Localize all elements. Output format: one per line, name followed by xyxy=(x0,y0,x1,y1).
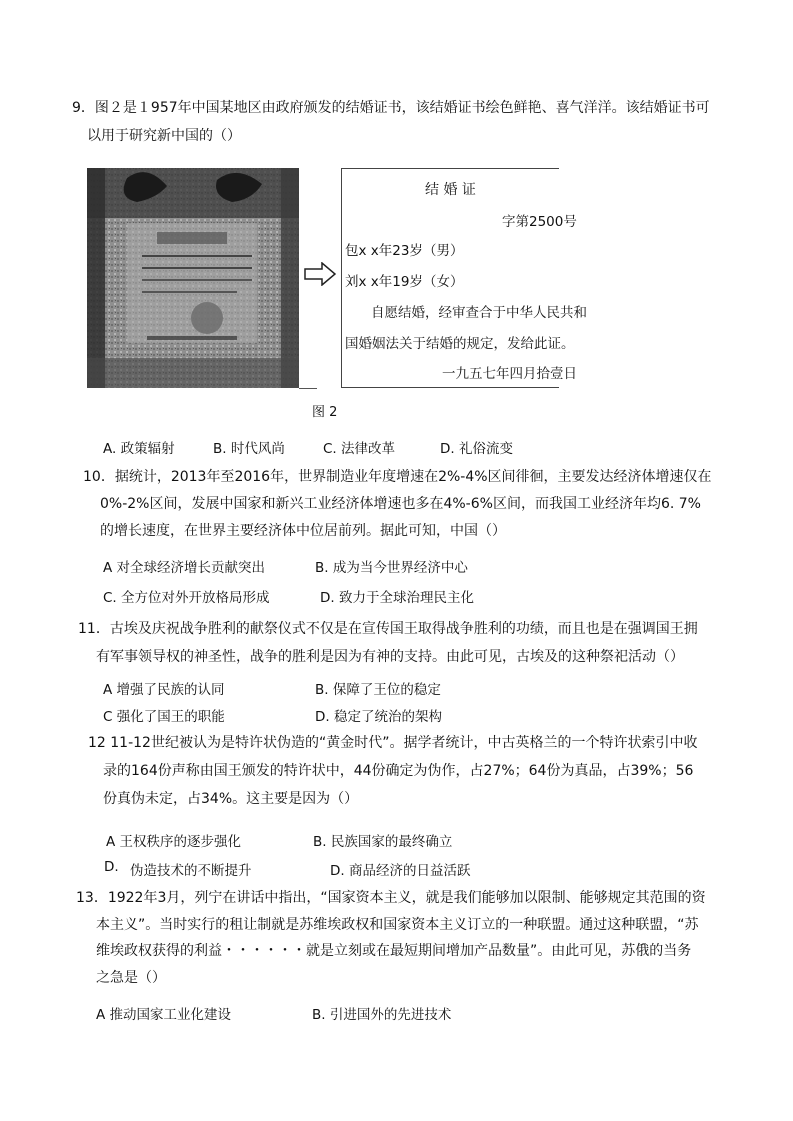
q12-line-1: 12 11-12世纪被认为是特许状伪造的“黄金时代”。据学者统计，中古英格兰的一个特许状索引中收 xyxy=(88,735,698,751)
q12-option-d: D. 商品经济的日益活跃 xyxy=(330,863,471,879)
q13-line-3: 维埃政权获得的利益・・・・・・就是立刻或在最短期间增加产品数量”。由此可见，苏俄的当务 xyxy=(96,943,692,959)
q9-option-a: A. 政策辐射 xyxy=(103,441,175,457)
certificate-body-line-1: 自愿结婚，经审查合于中华人民共和 xyxy=(371,305,587,321)
q10-option-c: C. 全方位对外开放格局形成 xyxy=(103,590,270,606)
q9-line-2: 以用于研究新中国的（） xyxy=(87,128,241,144)
q13-option-b: B. 引进国外的先进技术 xyxy=(312,1007,452,1023)
certificate-number: 字第2500号 xyxy=(502,214,577,230)
certificate-body-line-2: 国婚姻法关于结婚的规定，发给此证。 xyxy=(345,336,575,352)
certificate-photo xyxy=(87,168,299,388)
q11-option-b: B. 保障了王位的稳定 xyxy=(315,682,441,698)
certificate-date: 一九五七年四月拾壹日 xyxy=(442,366,577,382)
q12-option-c-label: D. xyxy=(104,859,119,875)
q11-line-1: 11．古埃及庆祝战争胜利的献祭仪式不仅是在宣传国王取得战争胜利的功绩，而且也是在强调国王拥 xyxy=(78,621,698,637)
arrow-right-icon xyxy=(304,262,336,290)
q12-option-a: A 王权秩序的逐步强化 xyxy=(106,834,242,850)
q9-line-1: 9．图２是１957年中国某地区由政府颁发的结婚证书，该结婚证书绘色鲜艳、喜气洋洋。该结婚证书可 xyxy=(72,100,710,116)
q11-line-2: 有军事领导权的神圣性，战争的胜利是因为有神的支持。由此可见，古埃及的这种祭祀活动（） xyxy=(96,649,684,665)
q10-option-b: B. 成为当今世界经济中心 xyxy=(315,560,468,576)
figure-caption: 图 2 xyxy=(312,405,338,420)
q10-option-d: D. 致力于全球治理民主化 xyxy=(320,590,474,606)
q9-option-b: B. 时代风尚 xyxy=(213,441,285,457)
q10-line-2: 0%-2%区间，发展中国家和新兴工业经济体增速也多在4%-6%区间，而我国工业经济年均6. 7% xyxy=(100,496,701,512)
q9-option-c: C. 法律改革 xyxy=(323,441,396,457)
q9-option-d: D. 礼俗流变 xyxy=(440,441,513,457)
q10-line-3: 的增长速度，在世界主要经济体中位居前列。据此可知，中国（） xyxy=(100,523,506,539)
q13-line-2: 本主义”。当时实行的租让制就是苏维埃政权和国家资本主义订立的一种联盟。通过这种联盟，“苏 xyxy=(96,917,699,933)
q12-line-3: 份真伪未定，占34%。这主要是因为（） xyxy=(103,791,359,807)
certificate-transcription xyxy=(341,168,587,388)
photo-underline xyxy=(299,388,317,389)
q10-line-1: 10．据统计，2013年至2016年，世界制造业年度增速在2%-4%区间徘徊，主要发达经济体增速仅在 xyxy=(83,469,712,485)
certificate-bride: 刘x x年19岁（女） xyxy=(345,274,464,290)
q12-option-b: B. 民族国家的最终确立 xyxy=(313,834,453,850)
q11-option-a: A 增强了民族的认同 xyxy=(103,682,225,698)
certificate-title: 结 婚 证 xyxy=(425,182,476,198)
q11-option-d: D. 稳定了统治的架构 xyxy=(315,709,442,725)
certificate-groom: 包x x年23岁（男） xyxy=(345,243,464,259)
q13-option-a: A 推动国家工业化建设 xyxy=(96,1007,232,1023)
q10-option-a: A 对全球经济增长贡献突出 xyxy=(103,560,266,576)
q12-line-2: 录的164份声称由国王颁发的特许状中，44份确定为伪作，占27%；64份为真品，占39%；56 xyxy=(103,763,694,779)
q11-option-c: C 强化了国王的职能 xyxy=(103,709,225,725)
q12-option-c-text: 伪造技术的不断提升 xyxy=(130,863,252,879)
q13-line-1: 13．1922年3月，列宁在讲话中指出，“国家资本主义，就是我们能够加以限制、能够规定其范围的资 xyxy=(76,890,706,906)
q13-line-4: 之急是（） xyxy=(96,970,166,986)
certificate-photo-image xyxy=(87,168,299,388)
